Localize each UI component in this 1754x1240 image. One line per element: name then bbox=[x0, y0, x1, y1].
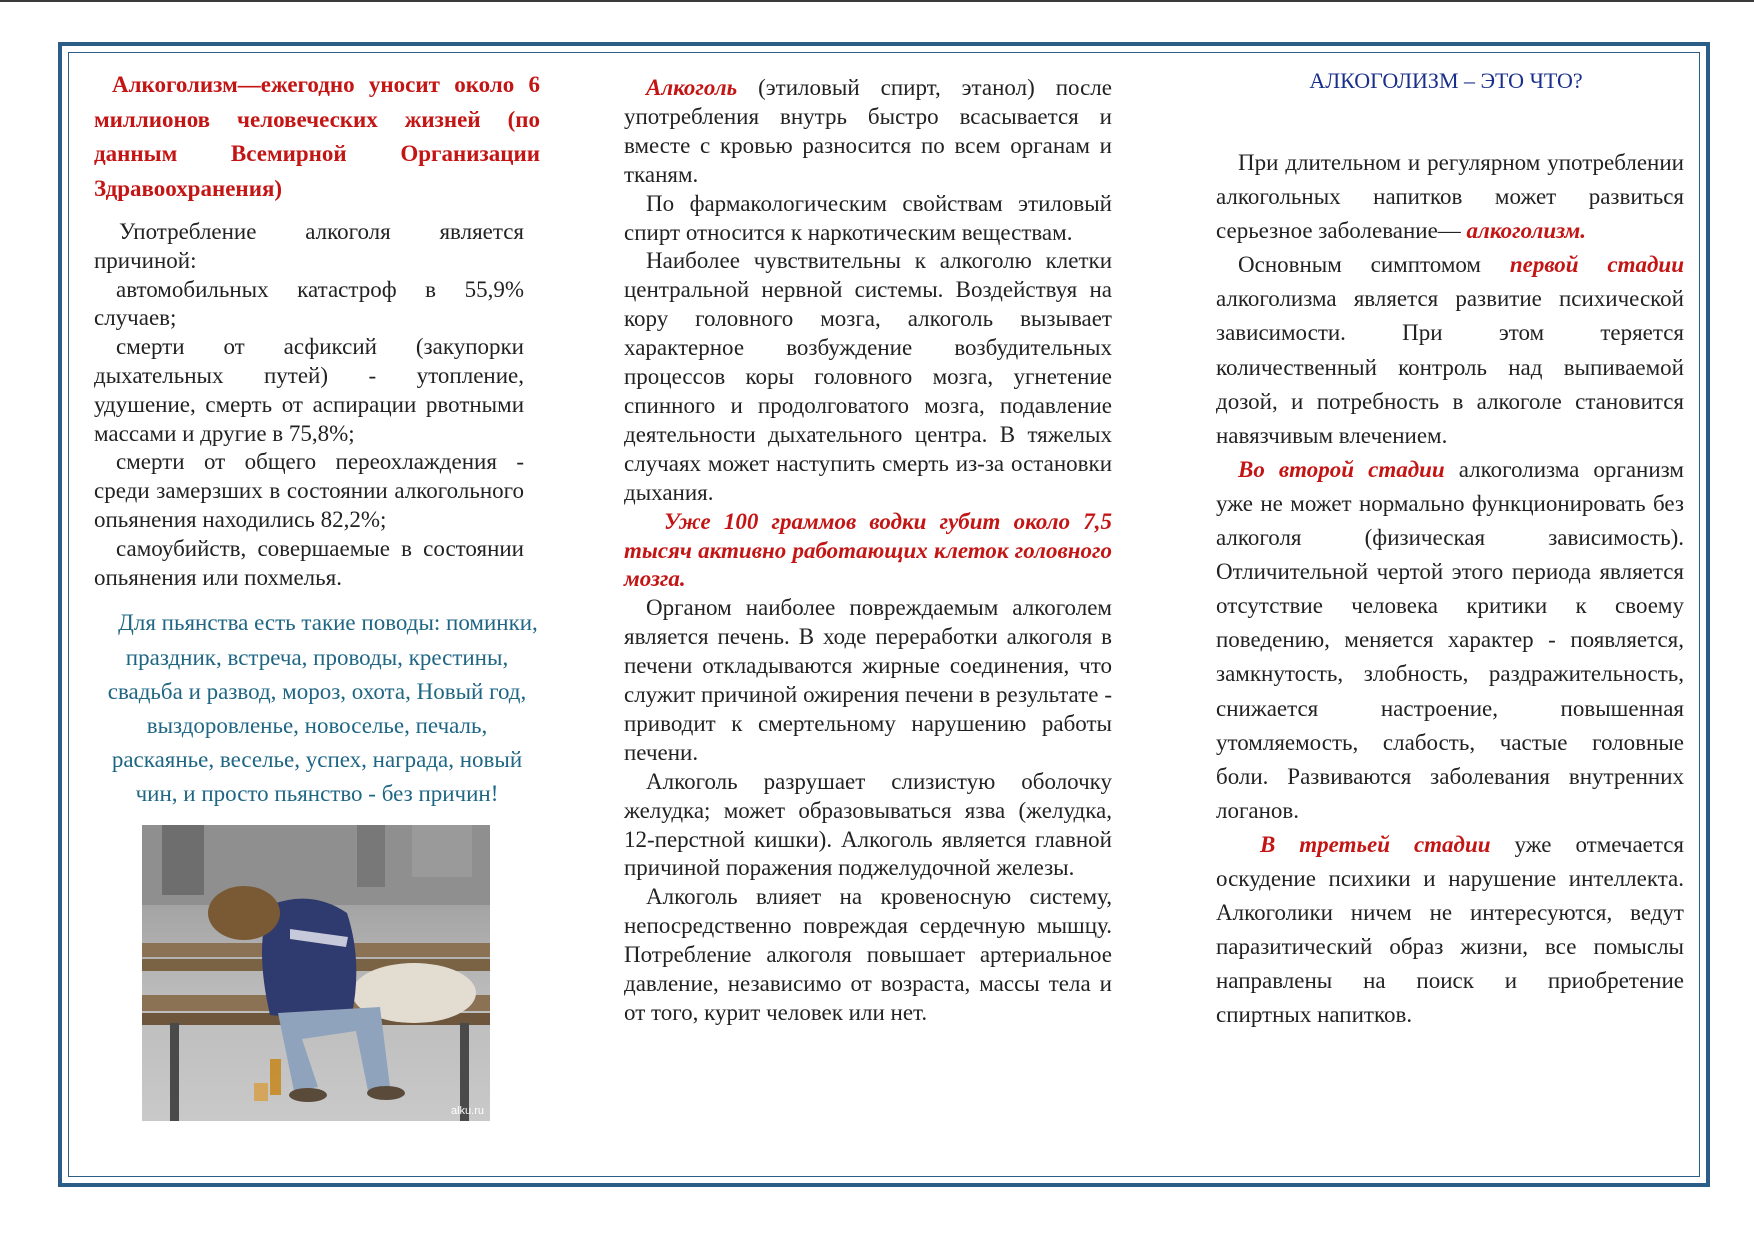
second-stage-text: алкоголизма организм уже не может нормально функционировать без алкоголя (физическая зависимость). Отличительной чертой этого периода является отсутствие человека критики к своему поведению, меняется характер - появляется, замкнутость, злобность, раздражительность, снижается настроение, повышенная утомляемость, слабость, частые головные боли. Развиваются заболевания внутренних логанов. bbox=[1216, 456, 1684, 823]
nervous-system-paragraph: Наиболее чувствительны к алкоголю клетки центральной нервной системы. Воздействуя на кору головного мозга, алкоголь вызывает характерное возбуждение возбудительных процессов коры головного мозга, угнетение спинного и продолговатого мозга, подавление деятельности дыхательного центра. В тяжелых случаях может наступить смерть из-за остановки дыхания. bbox=[624, 248, 1112, 505]
drunk-man-photo bbox=[142, 825, 490, 1121]
alcoholism-intro bbox=[1216, 146, 1684, 248]
alcohol-definition bbox=[624, 74, 1112, 190]
causes-list bbox=[94, 218, 540, 592]
stomach-paragraph: Алкоголь разрушает слизистую оболочку желудка; может образовываться язва (желудка, 12-перстной кишки). Алкоголь является главной причиной поражения поджелудочной железы. bbox=[624, 768, 1112, 881]
third-stage-paragraph bbox=[1216, 828, 1684, 1033]
second-stage-term: Во второй стадии bbox=[1238, 456, 1445, 482]
cause-item: смерти от общего переохлаждения - среди замерзших в состоянии алкогольного опьянения находились 82,2%; bbox=[94, 449, 524, 532]
first-stage-text: алкоголизма является развитие психической зависимости. При этом теряется количественный контроль над выпиваемой дозой, и потребность в алкоголе становится навязчивым влечением. bbox=[1216, 286, 1684, 448]
pharmacology-paragraph: По фармакологическим свойствам этиловый спирт относится к наркотическим веществам. bbox=[624, 190, 1112, 245]
intro-text: При длительном и регулярном употреблении алкогольных напитков может развиться серьезное заболевание— bbox=[1216, 150, 1684, 244]
cause-item: автомобильных катастроф в 55,9% случаев; bbox=[94, 276, 524, 331]
alcoholism-term: алкоголизм. bbox=[1466, 218, 1587, 244]
cause-item: самоубийств, совершаемые в состоянии опьянения или похмелья. bbox=[94, 535, 524, 590]
third-stage-text: уже отмечается оскудение психики и нарушение интеллекта. Алкоголики ничем не интересуются, ведут паразитический образ жизни, все помыслы направлены на поиск и приобретение спиртных напитков. bbox=[1216, 831, 1684, 1028]
first-stage-lead: Основным симптомом bbox=[1238, 252, 1510, 278]
headline: Алкоголизм—ежегодно уносит около 6 миллионов человеческих жизней (по данным Всемирной Организации Здравоохранения) bbox=[94, 72, 540, 201]
causes-intro: Употребление алкоголя является причиной: bbox=[94, 219, 524, 273]
left-panel bbox=[94, 68, 540, 1121]
cardiovascular-paragraph: Алкоголь влияет на кровеносную систему, непосредственно повреждая сердечную мышцу. Потребление алкоголя повышает артериальное давление, независимо от возраста, массы тела и от того, курит человек или нет. bbox=[624, 884, 1112, 1025]
first-stage-term: первой стадии bbox=[1509, 252, 1684, 278]
brain-cells-highlight: Уже 100 граммов водки губит около 7,5 тысяч активно работающих клеток головного мозга. bbox=[624, 508, 1112, 592]
definition-text: (этиловый спирт, этанол) после употребления внутрь быстро всасывается и вместе с кровью разносится по всем органам и тканям. bbox=[624, 75, 1112, 187]
photo-watermark: alku.ru bbox=[450, 1104, 484, 1117]
section-title: АЛКОГОЛИЗМ – ЭТО ЧТО? bbox=[1309, 68, 1583, 93]
first-stage-paragraph bbox=[1216, 248, 1684, 453]
cause-item: смерти от асфиксий (закупорки дыхательных путей) - утопление, удушение, смерть от аспирации рвотными массами и другие в 75,8%; bbox=[94, 334, 524, 446]
second-stage-paragraph bbox=[1216, 453, 1684, 828]
middle-panel bbox=[624, 74, 1112, 1028]
occasions-poem: Для пьянства есть такие поводы: поминки, праздник, встреча, проводы, крестины, свадьба и развод, мороз, охота, Новый год, выздоровленье, новоселье, печаль, раскаянье, веселье, успех, награда, новый чин, и просто пьянство - без причин! bbox=[107, 610, 538, 807]
alcohol-term: Алкоголь bbox=[646, 75, 738, 100]
third-stage-term: В третьей стадии bbox=[1260, 831, 1491, 857]
photo-illustration bbox=[142, 825, 490, 1121]
page-top-edge bbox=[0, 0, 1754, 2]
right-panel bbox=[1216, 66, 1684, 1032]
liver-paragraph: Органом наиболее повреждаемым алкоголем является печень. В ходе переработки алкоголя в печени откладываются жирные соединения, что служит причиной ожирения печени в результате - приводит к смертельному нарушению работы печени. bbox=[624, 595, 1112, 765]
